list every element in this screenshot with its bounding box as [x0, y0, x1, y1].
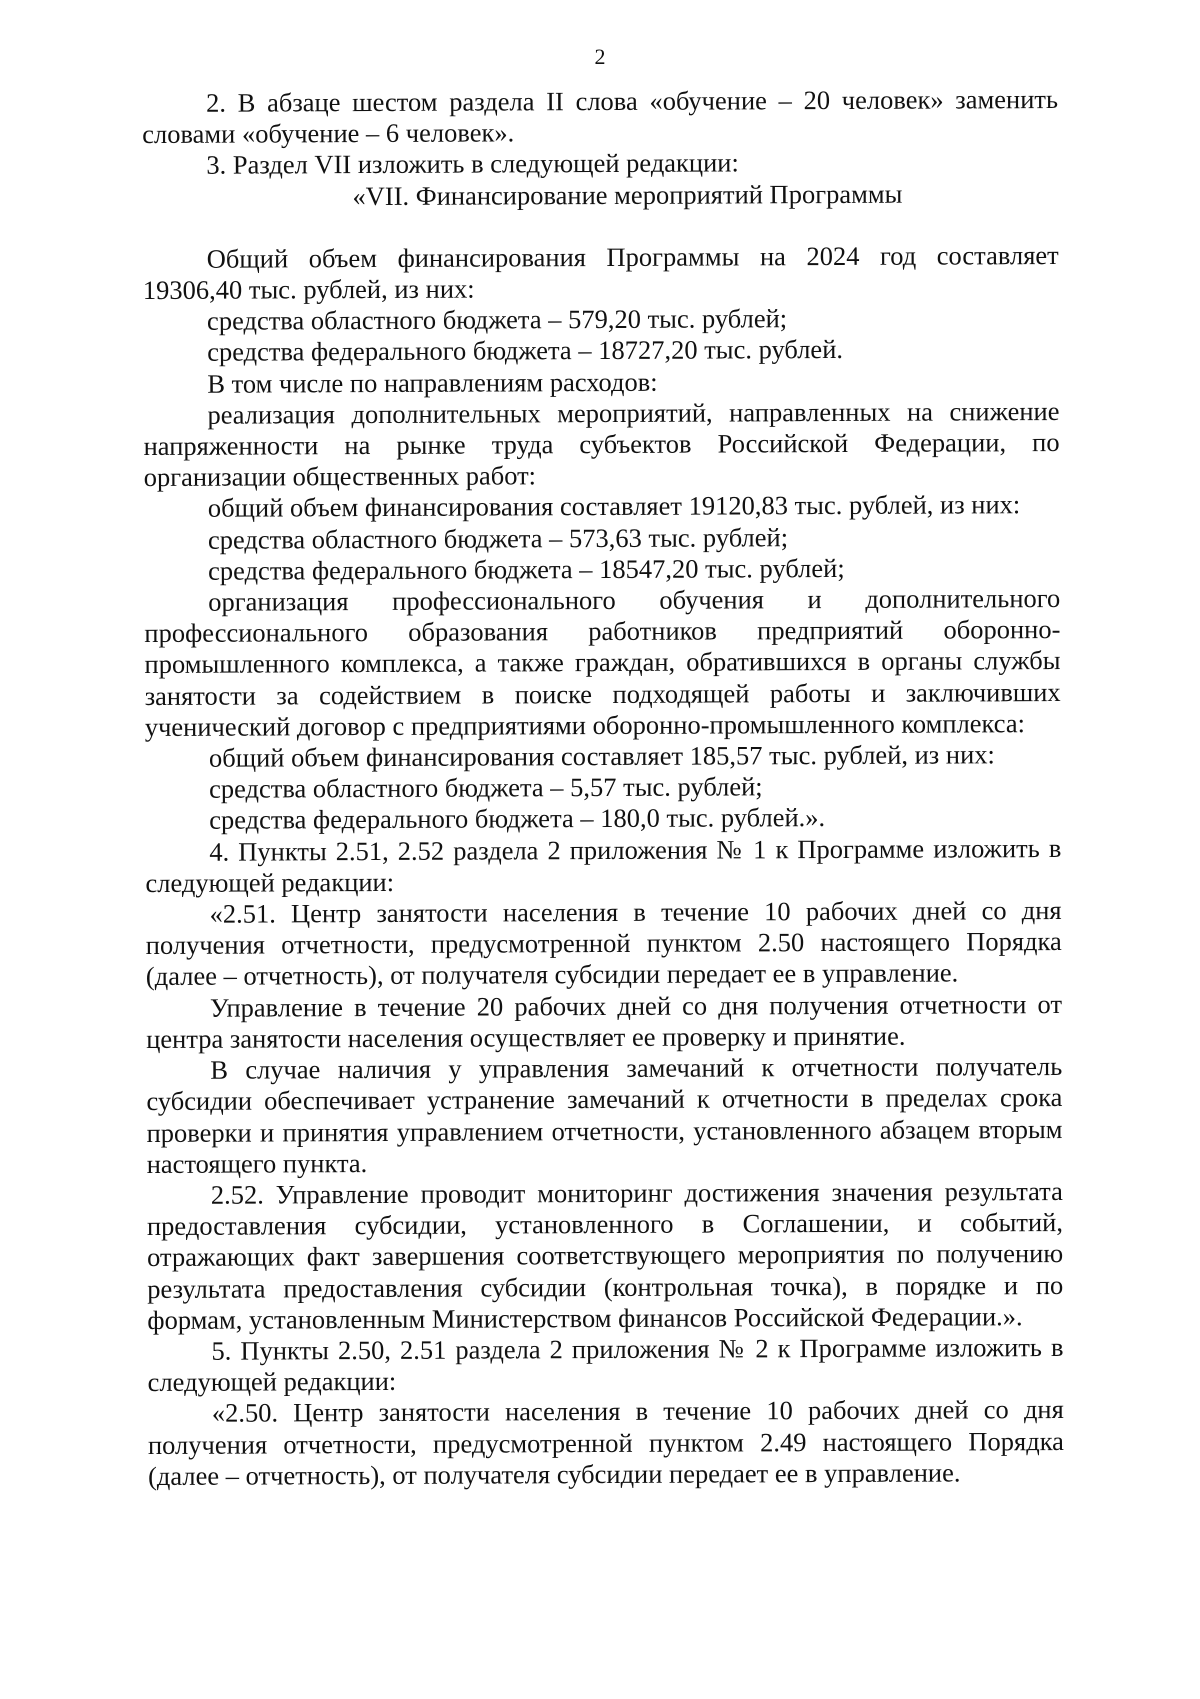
paragraph-item-3: 3. Раздел VII изложить в следующей редакции: [206, 147, 739, 181]
paragraph-training-federal: средства федерального бюджета – 180,0 тыс. рублей.». [209, 802, 826, 836]
paragraph-public-works-total: общий объем финансирования составляет 19120,83 тыс. рублей, из них: [207, 489, 1021, 524]
paragraph-directions: В том числе по направлениям расходов: [207, 366, 658, 399]
paragraph-public-works-federal: средства федерального бюджета – 18547,20 тыс. рублей; [208, 552, 845, 586]
paragraph-training-regional: средства областного бюджета – 5,57 тыс. рублей; [208, 771, 763, 804]
paragraph-item-5: 5. Пункты 2.50, 2.51 раздела 2 приложения № 2 к Программе изложить в следующей редакции: [147, 1331, 1064, 1398]
paragraph-total-funding: Общий объем финансирования Программы на 2024 год составляет 19306,40 тыс. рублей, из них: [142, 239, 1059, 306]
paragraph-training: организация профессионального обучения и дополнительного профессионального образования работников предприятий оборонно-промышленного комплекса, а также граждан, обратившихся в органы службы занятости за содействием в поиске подходящей работы и заключивших ученический договор с предприятиями оборонно-промышленного комплекса: [144, 583, 1061, 742]
paragraph-review-period: Управление в течение 20 рабочих дней со дня получения отчетности от центра занятости населения осуществляет ее проверку и принятие. [146, 988, 1063, 1054]
paragraph-public-works: реализация дополнительных мероприятий, направленных на снижение напряженности на рынке труда субъектов Российской Федерации, по организации общественных работ: [143, 395, 1060, 493]
paragraph-clause-2-50: «2.50. Центр занятости населения в течение 10 рабочих дней со дня получения отчетности, предусмотренной пунктом 2.49 настоящего Порядка (далее – отчетность), от получателя субсидии передает ее в управление. [147, 1394, 1064, 1491]
paragraph-regional-budget: средства областного бюджета – 579,20 тыс. рублей; [206, 303, 788, 336]
paragraph-federal-budget: средства федерального бюджета – 18727,20 тыс. рублей. [207, 334, 844, 368]
document-body [142, 84, 1064, 1492]
section-title: «VII. Финансирование мероприятий Программы [352, 178, 903, 211]
paragraph-clause-2-51: «2.51. Центр занятости населения в течение 10 рабочих дней со дня получения отчетности, предусмотренной пунктом 2.50 настоящего Порядка (далее – отчетность), от получателя субсидии передает ее в управление. [145, 895, 1062, 992]
paragraph-remarks: В случае наличия у управления замечаний к отчетности получатель субсидии обеспечивает устранение замечаний к отчетности в пределах срока проверки и принятия управлением отчетности, установленного абзацем вторым настоящего пункта. [146, 1051, 1063, 1179]
page-number: 2 [594, 44, 606, 69]
paragraph-clause-2-52: 2.52. Управление проводит мониторинг достижения значения результата предоставления субсидии, установленного в Соглашении, и событий, отражающих факт завершения соответствующего мероприятия по получению результата предоставления субсидии (контрольная точка), в порядке и по формам, установленным Министерством финансов Российской Федерации.». [146, 1175, 1064, 1335]
paragraph-item-4: 4. Пункты 2.51, 2.52 раздела 2 приложения № 1 к Программе изложить в следующей редакции: [145, 832, 1062, 898]
paragraph-training-total: общий объем финансирования составляет 185,57 тыс. рублей, из них: [208, 739, 995, 773]
paragraph-item-2: 2. В абзаце шестом раздела II слова «обучение – 20 человек» заменить словами «обучение – 6 человек». [142, 84, 1059, 150]
paragraph-public-works-regional: средства областного бюджета – 573,63 тыс. рублей; [207, 521, 789, 555]
